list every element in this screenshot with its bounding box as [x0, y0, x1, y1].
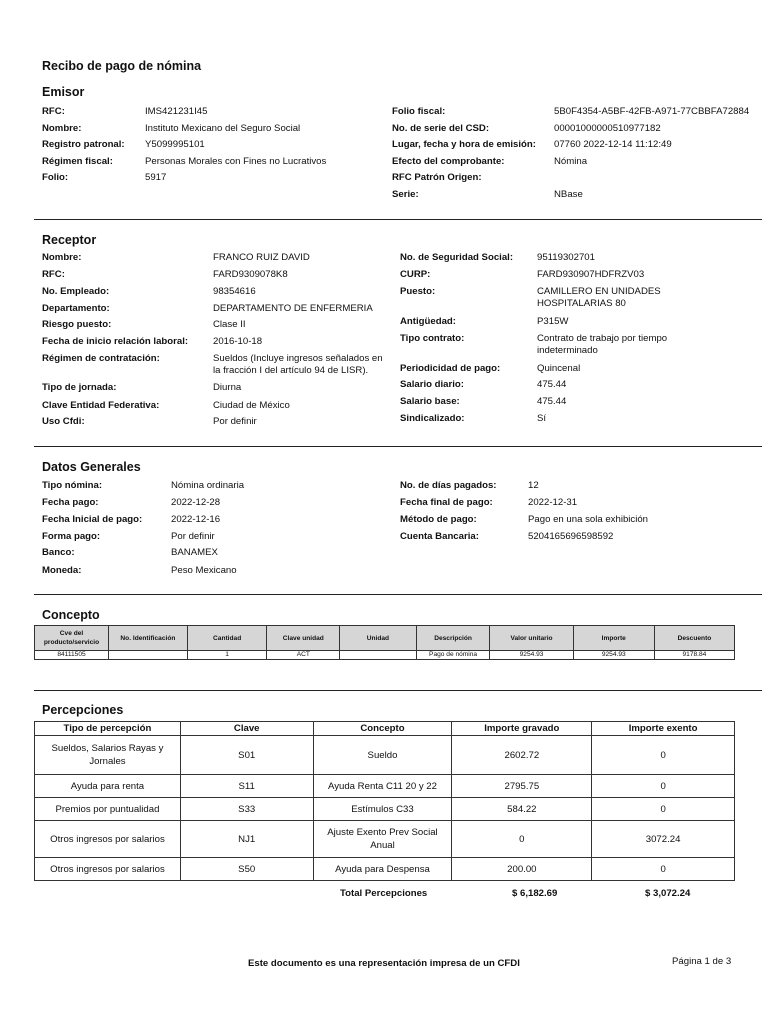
- emisor-field-value: Nómina: [554, 156, 588, 167]
- receptor-field-value: Sueldos (Incluye ingresos señalados en la fracción I del artículo 94 de LISR).: [213, 353, 383, 376]
- percepciones-header-cell: Concepto: [313, 722, 452, 736]
- percepciones-header-cell: Clave: [180, 722, 313, 736]
- percepciones-cell: 3072.24: [592, 821, 735, 858]
- datos-generales-field-label: Tipo nómina:: [42, 480, 103, 491]
- datos-generales-field-value: 2022-12-28: [171, 497, 221, 508]
- percepciones-cell: Ajuste Exento Prev Social Anual: [313, 821, 452, 858]
- receptor-field-label: Departamento:: [42, 303, 110, 314]
- concepto-section-title: Concepto: [42, 608, 100, 622]
- emisor-field-label: Nombre:: [42, 123, 82, 134]
- receptor-field-value: Diurna: [213, 382, 242, 393]
- percepciones-cell: 2602.72: [452, 736, 592, 775]
- percepciones-cell: 0: [592, 798, 735, 821]
- percepciones-section-title: Percepciones: [42, 703, 124, 717]
- page-number: Página 1 de 3: [672, 956, 732, 967]
- concepto-header-cell: Cantidad: [187, 626, 267, 651]
- receptor-field-value: Quincenal: [537, 363, 581, 374]
- concepto-table: [34, 625, 735, 660]
- emisor-field-label: Folio:: [42, 172, 69, 183]
- percepciones-cell: Otros ingresos por salarios: [35, 821, 181, 858]
- emisor-section-title: Emisor: [42, 85, 85, 99]
- datos-generales-field-value: 12: [528, 480, 539, 491]
- receptor-field-label: Tipo de jornada:: [42, 382, 117, 393]
- percepciones-cell: Ayuda para renta: [35, 775, 181, 798]
- emisor-field-value: 5B0F4354-A5BF-42FB-A971-77CBBFA72884: [554, 106, 750, 117]
- emisor-field-value: 5917: [145, 172, 167, 183]
- percepciones-cell: 200.00: [452, 858, 592, 881]
- receptor-field-value: Contrato de trabajo por tiempo indeterminado: [537, 333, 668, 356]
- datos-generales-field-value: 2022-12-16: [171, 514, 221, 525]
- receptor-field-value: FARD930907HDFRZV03: [537, 269, 645, 280]
- concepto-header-cell: Clave unidad: [267, 626, 340, 651]
- datos-generales-field-value: 5204165696598592: [528, 531, 614, 542]
- concepto-header-cell: Unidad: [340, 626, 417, 651]
- emisor-field-value: NBase: [554, 189, 583, 200]
- receptor-field-label: Fecha de inicio relación laboral:: [42, 336, 189, 347]
- concepto-header-cell: Descripción: [416, 626, 490, 651]
- table-row: [35, 736, 735, 775]
- percepciones-cell: Estímulos C33: [313, 798, 452, 821]
- receptor-field-value: DEPARTAMENTO DE ENFERMERIA: [213, 303, 373, 314]
- datos-generales-field-label: Método de pago:: [400, 514, 477, 525]
- concepto-cell: 84111505: [35, 651, 109, 660]
- percepciones-cell: Sueldo: [313, 736, 452, 775]
- receptor-field-label: Riesgo puesto:: [42, 319, 112, 330]
- percepciones-cell: S11: [180, 775, 313, 798]
- emisor-field-label: RFC Patrón Origen:: [392, 172, 482, 183]
- emisor-field-value: 07760 2022-12-14 11:12:49: [554, 139, 672, 150]
- percepciones-header-cell: Importe gravado: [452, 722, 592, 736]
- percepciones-header-cell: Tipo de percepción: [35, 722, 181, 736]
- receptor-field-label: Salario base:: [400, 396, 460, 407]
- percepciones-cell: S50: [180, 858, 313, 881]
- receptor-field-value: CAMILLERO EN UNIDADES HOSPITALARIAS 80: [537, 286, 661, 309]
- emisor-field-value: 00001000000510977182: [554, 123, 661, 134]
- receptor-field-value: Clase II: [213, 319, 246, 330]
- receptor-field-label: Uso Cfdi:: [42, 416, 85, 427]
- concepto-cell: [109, 651, 188, 660]
- table-row: [35, 798, 735, 821]
- datos-generales-field-label: Moneda:: [42, 565, 82, 576]
- concepto-cell: 1: [187, 651, 267, 660]
- datos-generales-field-value: Por definir: [171, 531, 215, 542]
- emisor-field-value: Instituto Mexicano del Seguro Social: [145, 123, 301, 134]
- percepciones-table: [34, 721, 735, 881]
- receptor-field-value: 475.44: [537, 379, 567, 390]
- datos-generales-field-label: Fecha pago:: [42, 497, 99, 508]
- receptor-field-label: No. Empleado:: [42, 286, 110, 297]
- receptor-field-label: Sindicalizado:: [400, 413, 465, 424]
- percepciones-cell: S33: [180, 798, 313, 821]
- table-row: [35, 821, 735, 858]
- emisor-field-label: Efecto del comprobante:: [392, 156, 505, 167]
- datos-generales-field-label: Fecha final de pago:: [400, 497, 493, 508]
- concepto-cell: 9254.93: [490, 651, 573, 660]
- total-gravado-value: $ 6,182.69: [512, 888, 558, 899]
- percepciones-cell: 584.22: [452, 798, 592, 821]
- emisor-field-label: Serie:: [392, 189, 419, 200]
- emisor-field-value: IMS421231I45: [145, 106, 208, 117]
- concepto-header-cell: Descuento: [654, 626, 734, 651]
- percepciones-cell: 2795.75: [452, 775, 592, 798]
- receptor-field-label: Salario diario:: [400, 379, 464, 390]
- receptor-field-label: Nombre:: [42, 252, 82, 263]
- concepto-header-cell: Importe: [573, 626, 654, 651]
- table-row: [35, 775, 735, 798]
- percepciones-header-cell: Importe exento: [592, 722, 735, 736]
- receptor-field-value: 98354616: [213, 286, 256, 297]
- receptor-field-value: Ciudad de México: [213, 400, 290, 411]
- emisor-field-label: Folio fiscal:: [392, 106, 446, 117]
- section-divider: [34, 219, 762, 220]
- emisor-field-label: RFC:: [42, 106, 65, 117]
- receptor-field-label: Clave Entidad Federativa:: [42, 400, 160, 411]
- percepciones-cell: Ayuda Renta C11 20 y 22: [313, 775, 452, 798]
- datos-generales-field-label: Fecha Inicial de pago:: [42, 514, 143, 525]
- total-percepciones-label: Total Percepciones: [340, 888, 428, 899]
- receptor-field-label: CURP:: [400, 269, 431, 280]
- datos-generales-field-label: No. de días pagados:: [400, 480, 497, 491]
- percepciones-cell: S01: [180, 736, 313, 775]
- percepciones-cell: Ayuda para Despensa: [313, 858, 452, 881]
- emisor-field-label: Régimen fiscal:: [42, 156, 113, 167]
- receptor-field-label: No. de Seguridad Social:: [400, 252, 514, 263]
- emisor-field-label: No. de serie del CSD:: [392, 123, 490, 134]
- emisor-field-label: Registro patronal:: [42, 139, 125, 150]
- receptor-field-label: RFC:: [42, 269, 65, 280]
- percepciones-header-row: [35, 722, 735, 736]
- receptor-field-label: Régimen de contratación:: [42, 353, 160, 364]
- datos-generales-field-value: Peso Mexicano: [171, 565, 237, 576]
- receptor-field-value: Sí: [537, 413, 547, 424]
- concepto-cell: 9254.93: [573, 651, 654, 660]
- concepto-cell: [340, 651, 417, 660]
- percepciones-cell: Otros ingresos por salarios: [35, 858, 181, 881]
- document-title: Recibo de pago de nómina: [42, 59, 202, 73]
- percepciones-cell: 0: [592, 775, 735, 798]
- section-divider: [34, 690, 762, 691]
- percepciones-cell: Sueldos, Salarios Rayas y Jornales: [35, 736, 181, 775]
- datos-generales-field-label: Banco:: [42, 547, 75, 558]
- datos-generales-field-label: Cuenta Bancaria:: [400, 531, 479, 542]
- receptor-section-title: Receptor: [42, 233, 97, 247]
- percepciones-cell: 0: [452, 821, 592, 858]
- concepto-header-row: [35, 626, 735, 651]
- percepciones-cell: 0: [592, 858, 735, 881]
- receptor-field-value: P315W: [537, 316, 569, 327]
- table-row: [35, 651, 735, 660]
- datos-generales-field-value: Nómina ordinaria: [171, 480, 245, 491]
- receptor-field-label: Antigüedad:: [400, 316, 456, 327]
- receptor-field-label: Periodicidad de pago:: [400, 363, 501, 374]
- table-row: [35, 858, 735, 881]
- receptor-field-value: FARD9309078K8: [213, 269, 288, 280]
- receptor-field-label: Puesto:: [400, 286, 436, 297]
- receptor-field-label: Tipo contrato:: [400, 333, 465, 344]
- datos-generales-field-label: Forma pago:: [42, 531, 101, 542]
- percepciones-cell: Premios por puntualidad: [35, 798, 181, 821]
- section-divider: [34, 594, 762, 595]
- concepto-header-cell: Valor unitario: [490, 626, 573, 651]
- datos-generales-field-value: Pago en una sola exhibición: [528, 514, 649, 525]
- receptor-field-value: Por definir: [213, 416, 257, 427]
- cfdi-disclaimer: Este documento es una representación impresa de un CFDI: [248, 958, 520, 969]
- percepciones-cell: 0: [592, 736, 735, 775]
- concepto-cell: 9178.84: [654, 651, 734, 660]
- emisor-field-label: Lugar, fecha y hora de emisión:: [392, 139, 536, 150]
- emisor-field-value: Y5099995101: [145, 139, 205, 150]
- datos-generales-field-value: 2022-12-31: [528, 497, 578, 508]
- percepciones-cell: NJ1: [180, 821, 313, 858]
- receptor-field-value: FRANCO RUIZ DAVID: [213, 252, 310, 263]
- concepto-cell: Pago de nómina: [416, 651, 490, 660]
- datos-generales-section-title: Datos Generales: [42, 460, 141, 474]
- total-exento-value: $ 3,072.24: [645, 888, 691, 899]
- concepto-header-cell: No. Identificación: [109, 626, 188, 651]
- emisor-field-value: Personas Morales con Fines no Lucrativos: [145, 156, 327, 167]
- datos-generales-field-value: BANAMEX: [171, 547, 218, 558]
- receptor-field-value: 95119302701: [537, 252, 595, 263]
- receptor-field-value: 475.44: [537, 396, 567, 407]
- concepto-cell: ACT: [267, 651, 340, 660]
- section-divider: [34, 446, 762, 447]
- receptor-field-value: 2016-10-18: [213, 336, 263, 347]
- concepto-header-cell: Cve del producto/servicio: [35, 626, 109, 651]
